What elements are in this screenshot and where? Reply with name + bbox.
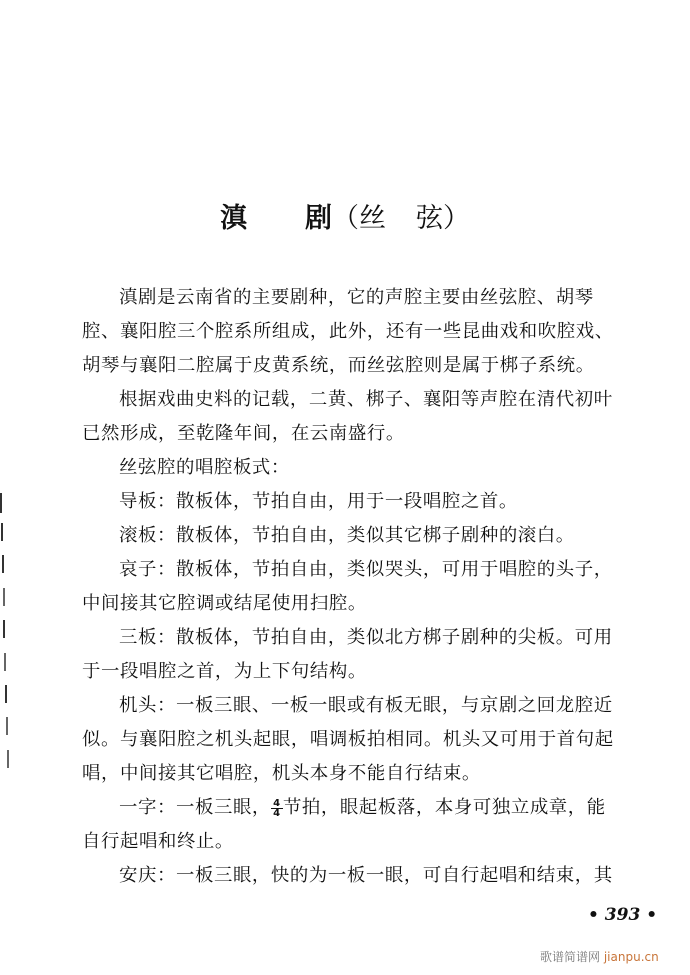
text-line: 三板：散板体，节拍自由，类似北方梆子剧种的尖板。可用 [119, 627, 613, 648]
binding-mark [3, 588, 5, 606]
text-line: 已然形成，至乾隆年间，在云南盛行。 [82, 423, 405, 444]
title-char-1: 滇 [220, 203, 247, 234]
text-line: 滇剧是云南省的主要剧种，它的声腔主要由丝弦腔、胡琴 [119, 287, 594, 308]
page-title [0, 196, 690, 235]
binding-mark [0, 493, 2, 513]
yizi-text-after: 节拍，眼起板落，本身可独立成章，能 [282, 797, 606, 818]
binding-mark [2, 555, 4, 573]
watermark-cn: 歌谱简谱网 [540, 950, 601, 964]
text-line-time-signature [82, 791, 656, 825]
title-char-2: 剧 [305, 203, 332, 234]
text-line: 哀子：散板体，节拍自由，类似哭头，可用于唱腔的头子， [119, 559, 613, 580]
text-line: 根据戏曲史料的记载，二黄、梆子、襄阳等声腔在清代初叶 [119, 389, 613, 410]
text-line: 导板：散板体，节拍自由，用于一段唱腔之首。 [119, 491, 518, 512]
page-number: • 393 • [588, 905, 658, 925]
text-line: 中间接其它腔调或结尾使用扫腔。 [82, 593, 367, 614]
text-line: 似。与襄阳腔之机头起眼，唱调板拍相同。机头又可用于首句起 [82, 729, 614, 750]
text-line: 自行起唱和终止。 [82, 831, 234, 852]
text-line: 唱，中间接其它唱腔，机头本身不能自行结束。 [82, 763, 481, 784]
text-line: 安庆：一板三眼，快的为一板一眼，可自行起唱和结束，其 [119, 865, 613, 886]
watermark-url: jianpu.cn [603, 950, 659, 964]
text-line: 丝弦腔的唱腔板式： [119, 457, 290, 478]
subtitle-char-1: 丝 [359, 203, 386, 234]
watermark [540, 948, 659, 965]
body-text [82, 281, 656, 893]
text-line: 于一段唱腔之首，为上下句结构。 [82, 661, 367, 682]
subtitle-char-2: 弦 [416, 203, 443, 234]
text-line: 腔、襄阳腔三个腔系所组成，此外，还有一些昆曲戏和吹腔戏、 [82, 321, 614, 342]
text-line: 滚板：散板体，节拍自由，类似其它梆子剧种的滚白。 [119, 525, 575, 546]
time-signature-fraction [271, 799, 283, 818]
fraction-denominator: 4 [273, 807, 281, 819]
paren-open: （ [332, 203, 359, 234]
text-line: 胡琴与襄阳二腔属于皮黄系统，而丝弦腔则是属于梆子系统。 [82, 355, 595, 376]
binding-mark [1, 523, 3, 541]
binding-mark [3, 620, 5, 638]
binding-mark [5, 685, 7, 703]
yizi-text-before: 一字：一板三眼， [119, 797, 271, 818]
text-line: 机头：一板三眼、一板一眼或有板无眼，与京剧之回龙腔近 [119, 695, 613, 716]
binding-mark [7, 750, 9, 768]
paren-close: ） [443, 203, 470, 234]
binding-mark [4, 653, 6, 671]
fraction-numerator: 4 [271, 799, 283, 809]
binding-mark [6, 717, 8, 735]
title-subtitle [332, 203, 470, 234]
